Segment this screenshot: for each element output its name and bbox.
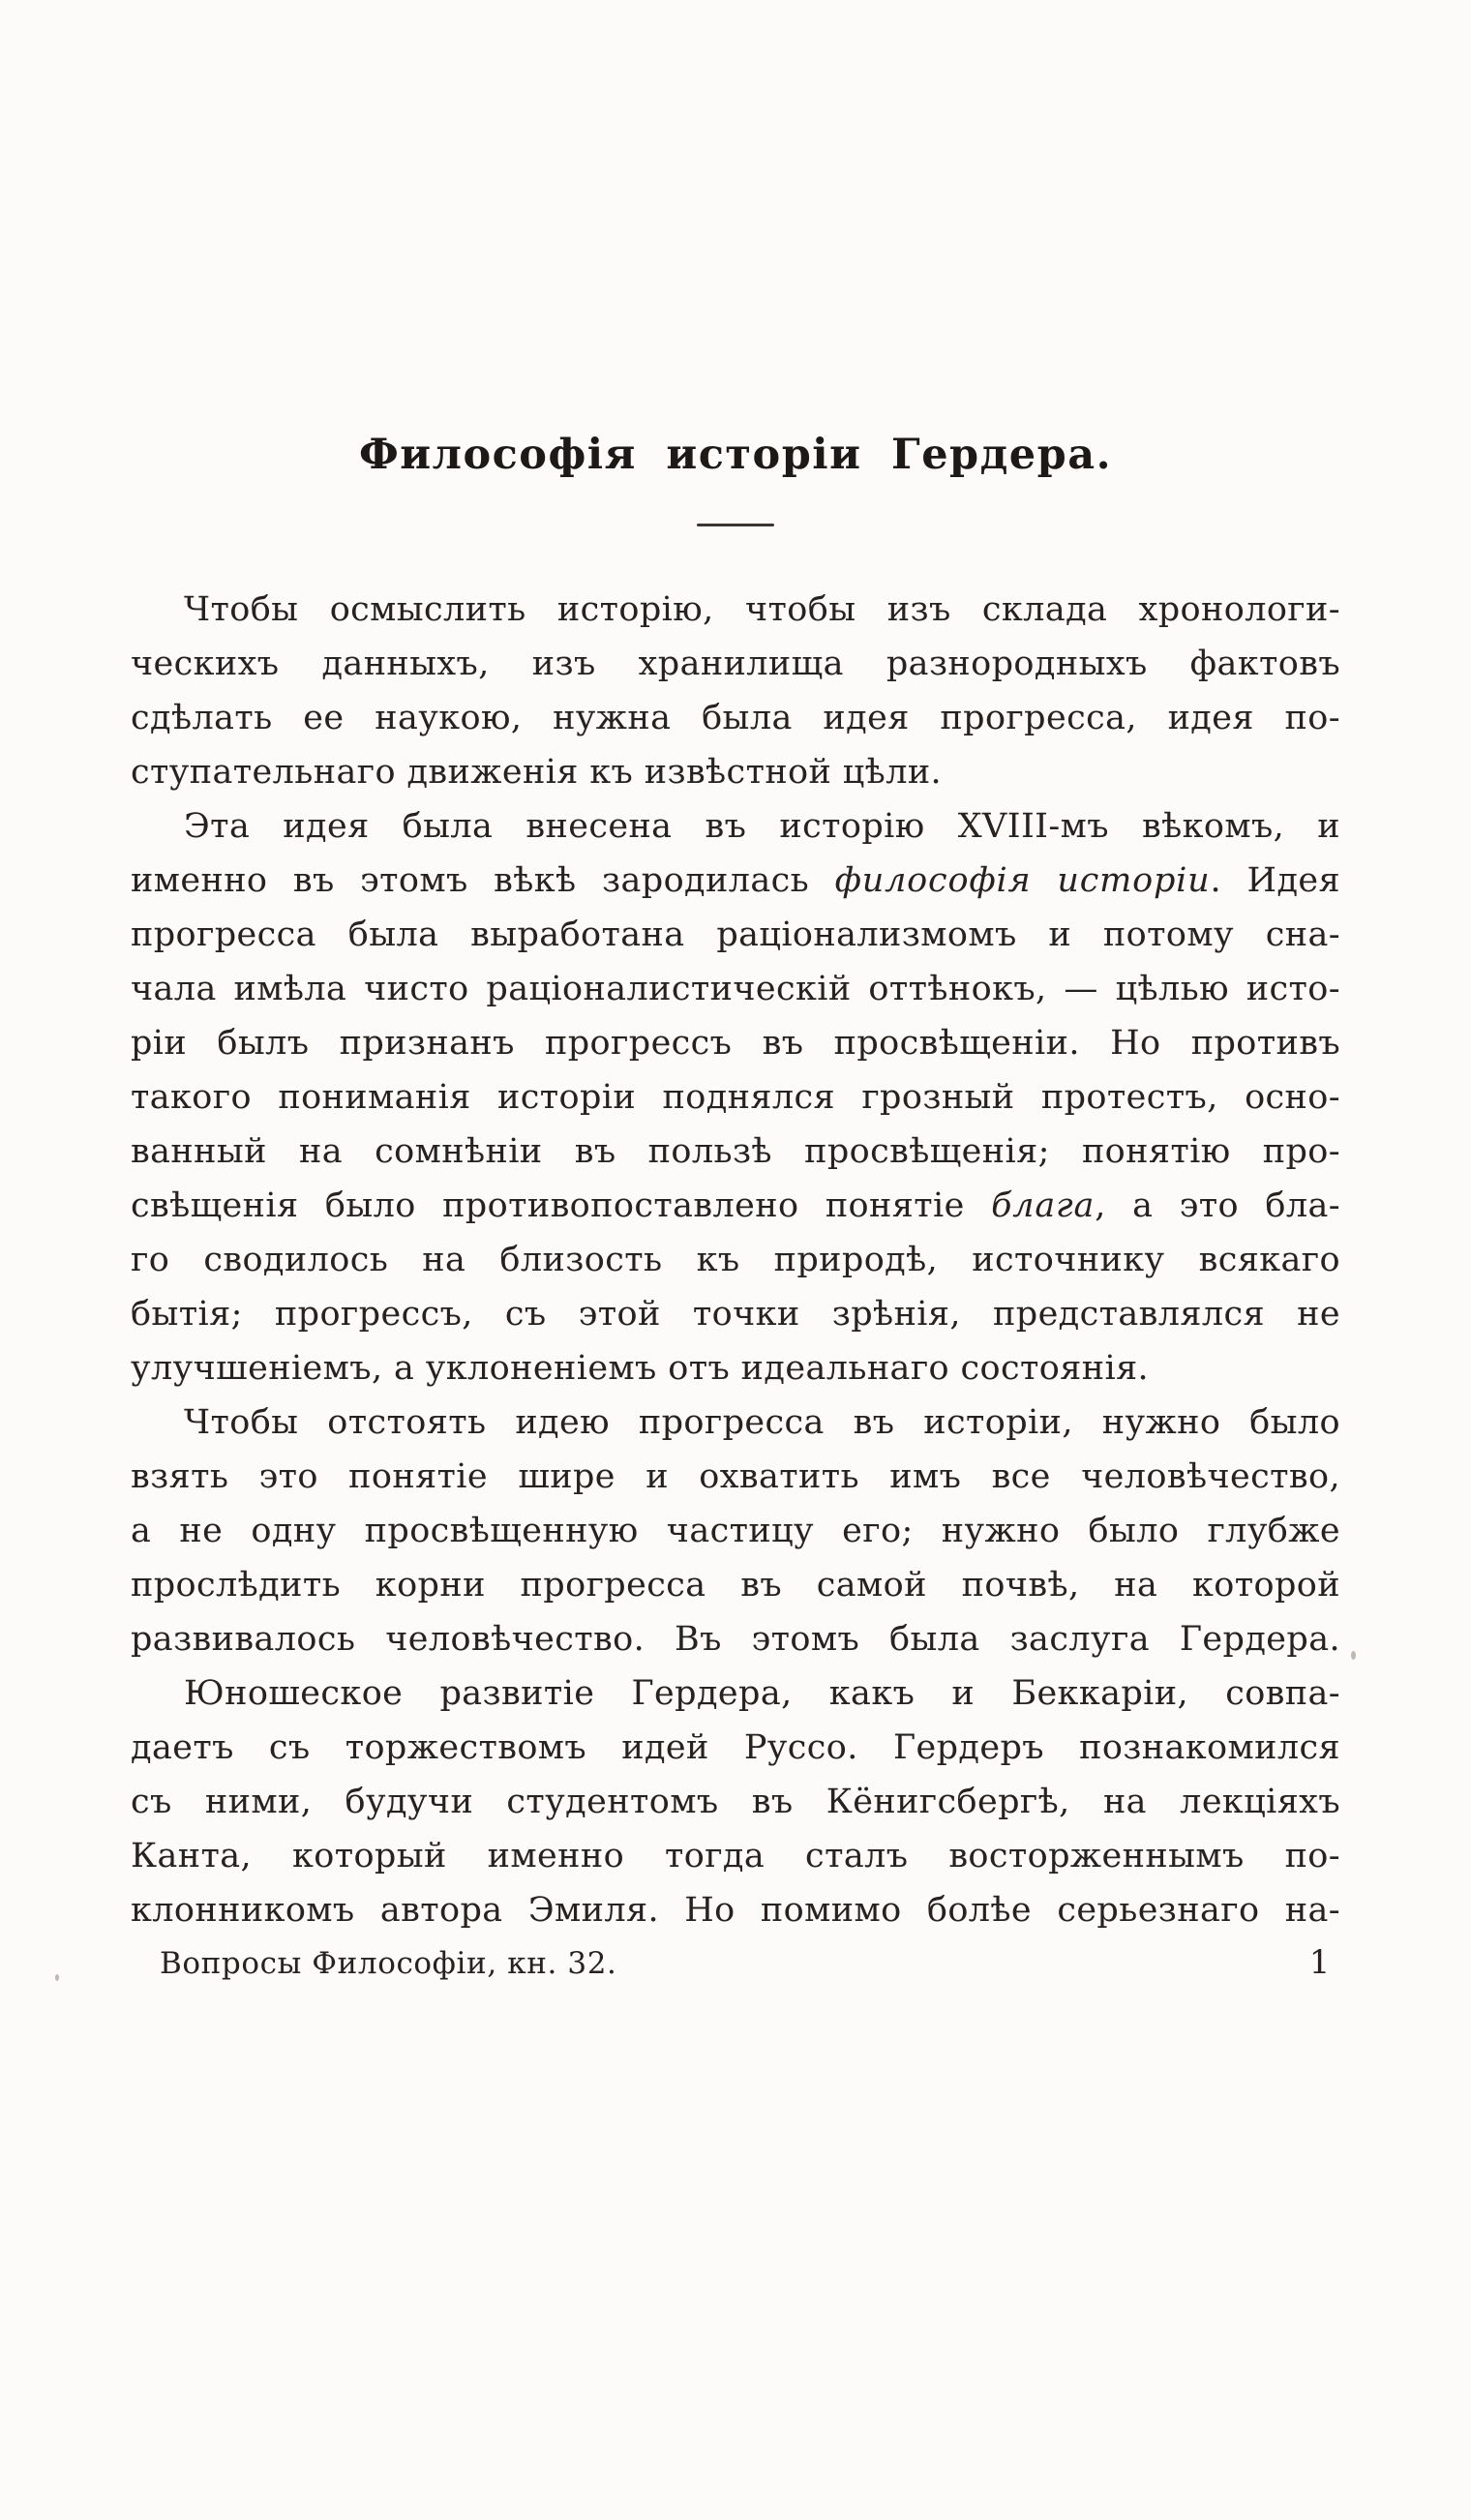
text-line: съ ними, будучи студентомъ въ Кёнигсбергѣ, на лекціяхъ [131,1783,1340,1821]
text-line: сдѣлать ее наукою, нужна была идея прогресса, идея по- [131,699,1340,737]
text-line: именно въ этомъ вѣкѣ зародилась философія исторіи. Идея [131,861,1341,900]
text-line: взять это понятіе шире и охватить имъ все человѣчество, [131,1457,1340,1496]
page-number: 1 [1308,1943,1331,1982]
text-line: Юношеское развитіе Гердера, какъ и Беккаріи, совпа- [184,1674,1340,1713]
text-line: свѣщенія было противопоставлено понятіе блага, а это бла- [131,1186,1340,1225]
text-line: развивалось человѣчество. Въ этомъ была заслуга Гердера. [131,1620,1340,1659]
text-line: прослѣдить корни прогресса въ самой почвѣ, на которой [131,1566,1340,1605]
text-line: Канта, который именно тогда сталъ восторженнымъ по- [131,1837,1340,1875]
text-line: такого пониманія исторіи поднялся грозный протестъ, осно- [131,1078,1340,1117]
footer-journal-label: Вопросы Философіи, кн. 32. [160,1946,617,1981]
text-line: Чтобы осмыслить исторію, чтобы изъ склада хронологи- [184,590,1340,629]
paragraph [131,799,1340,1395]
text-line: клонникомъ автора Эмиля. Но помимо болѣе серьезнаго на- [131,1891,1340,1930]
text-line: Чтобы отстоять идею прогресса въ исторіи, нужно было [184,1403,1340,1442]
text-line: ріи былъ признанъ прогрессъ въ просвѣщеніи. Но противъ [131,1024,1340,1063]
scan-speck [1351,1651,1356,1660]
paragraph [131,1666,1340,1937]
scan-speck [55,1974,59,1981]
text-line: ческихъ данныхъ, изъ хранилища разнородныхъ фактовъ [131,645,1340,683]
body-text [131,583,1340,1937]
text-line: даетъ съ торжествомъ идей Руссо. Гердеръ познакомился [131,1728,1340,1767]
text-line: чала имѣла чисто раціоналистическій оттѣнокъ, — цѣлью исто- [131,970,1340,1008]
page-title: Философія исторіи Гердера. [358,431,1113,479]
title-divider [697,524,774,526]
text-line: улучшеніемъ, а уклоненіемъ отъ идеальнаго состоянія. [131,1349,1150,1388]
text-line: го сводилось на близость къ природѣ, источнику всякаго [131,1241,1340,1279]
paragraph [131,583,1340,799]
footer [131,1943,1340,1982]
text-line: прогресса была выработана раціонализмомъ и потому сна- [131,915,1340,954]
text-line: а не одну просвѣщенную частицу его; нужно было глубже [131,1512,1340,1550]
italic-term: блага [991,1186,1096,1225]
text-line: бытія; прогрессъ, съ этой точки зрѣнія, представлялся не [131,1295,1340,1334]
text-line: ванный на сомнѣніи въ пользѣ просвѣщенія; понятію про- [131,1132,1340,1171]
text-line: Эта идея была внесена въ исторію XVIII-мъ вѣкомъ, и [184,807,1340,846]
italic-term: философія исторіи [834,861,1211,900]
text-line: ступательнаго движенія къ извѣстной цѣли. [131,753,943,792]
paragraph [131,1395,1340,1666]
